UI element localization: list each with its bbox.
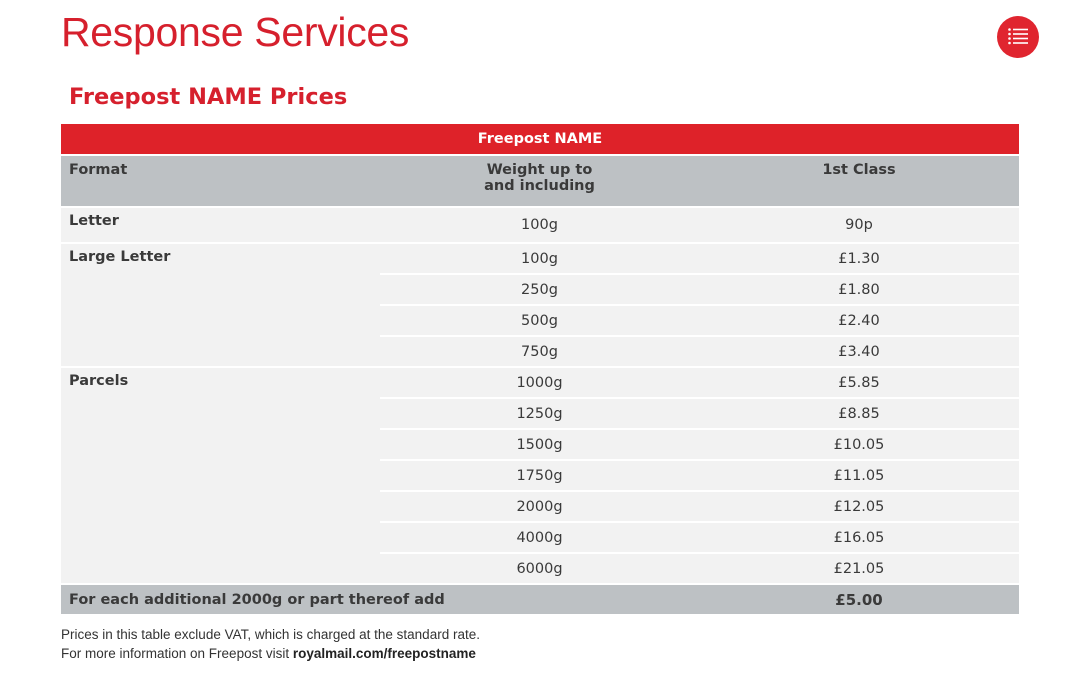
format-letter: Letter (61, 207, 380, 243)
menu-list-icon (997, 16, 1039, 58)
table-footer-row (61, 584, 1019, 614)
table-row (61, 367, 1019, 398)
weight-cell: 4000g (380, 522, 699, 553)
price-cell: £21.05 (699, 553, 1019, 584)
price-cell: £1.30 (699, 243, 1019, 274)
section-title: Freepost NAME Prices (69, 84, 348, 110)
price-cell: £3.40 (699, 336, 1019, 367)
weight-cell: 1000g (380, 367, 699, 398)
page-title: Response Services (61, 9, 410, 55)
format-parcels: Parcels (61, 367, 380, 584)
price-cell: £16.05 (699, 522, 1019, 553)
header-weight-line1: Weight up to (486, 162, 593, 178)
price-cell: £5.85 (699, 367, 1019, 398)
price-table (61, 124, 1019, 614)
weight-cell: 100g (380, 243, 699, 274)
price-cell: 90p (699, 207, 1019, 243)
menu-button[interactable] (997, 16, 1039, 58)
freepost-link[interactable]: royalmail.com/freepostname (292, 646, 476, 661)
weight-cell: 6000g (380, 553, 699, 584)
more-info-text: For more information on Freepost visit (61, 646, 293, 661)
weight-cell: 250g (380, 274, 699, 305)
table-banner-row (61, 124, 1019, 155)
weight-cell: 500g (380, 305, 699, 336)
weight-cell: 2000g (380, 491, 699, 522)
format-large-letter: Large Letter (61, 243, 380, 367)
header-1st-class: 1st Class (699, 155, 1019, 207)
vat-note: Prices in this table exclude VAT, which is charged at the standard rate. (61, 627, 480, 642)
price-cell: £2.40 (699, 305, 1019, 336)
weight-cell: 100g (380, 207, 699, 243)
table-header-row (61, 155, 1019, 207)
table-banner: Freepost NAME (61, 124, 1019, 155)
price-cell: £11.05 (699, 460, 1019, 491)
table-row (61, 243, 1019, 274)
weight-cell: 750g (380, 336, 699, 367)
additional-weight-price: £5.00 (699, 584, 1019, 614)
header-format: Format (61, 155, 380, 207)
weight-cell: 1250g (380, 398, 699, 429)
additional-weight-label: For each additional 2000g or part thereof add (61, 584, 699, 614)
price-cell: £1.80 (699, 274, 1019, 305)
price-cell: £10.05 (699, 429, 1019, 460)
header-weight (380, 155, 699, 207)
price-cell: £12.05 (699, 491, 1019, 522)
footnotes (61, 625, 480, 663)
weight-cell: 1500g (380, 429, 699, 460)
table-row (61, 207, 1019, 243)
more-info-note (61, 644, 480, 663)
weight-cell: 1750g (380, 460, 699, 491)
price-cell: £8.85 (699, 398, 1019, 429)
header-weight-line2: and including (484, 178, 595, 194)
